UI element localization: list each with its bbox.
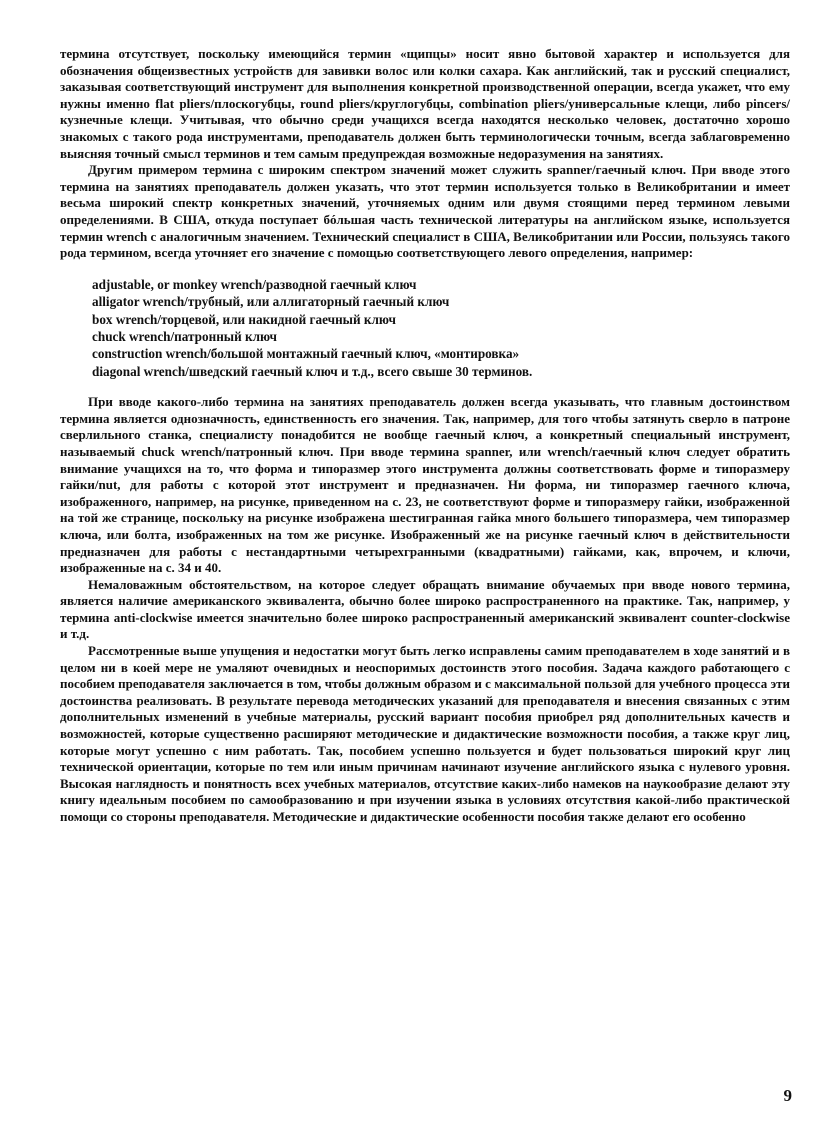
paragraph-3: При вводе какого-либо термина на занятиях преподаватель должен всегда указывать, что главным достоинством термина является однозначность, единственность его значения. Так, например, для того чтобы затянуть сверло в патроне сверлильного станка, специалисту понадобится не вообще гаечный ключ, а конкретный специальный инструмент, называемый chuck wrench/патронный ключ. При вводе термина spanner, или wrench/гаечный ключ следует обратить внимание учащихся на то, что форма и типоразмер этого инструмента должны соответствовать форме и типоразмеру гайки/nut, для работы с которой этот инструмент и предназначен. Ни форма, ни типоразмер гаечного ключа, изображенного, например, на рисунке, приведенном на с. 23, не соответствуют форме и типоразмеру гайки, изображенной на той же странице, поскольку на рисунке изображена шестигранная гайка много большего типоразмера, чем типоразмер ключа, или болта, изображенных на том же рисунке. Изображенный же на рисунке гаечный ключ в действительности предназначен для работы с нестандартными четырехгранными (квадратными) гайками, как, впрочем, и ключи, изображенные на с. 34 и 40. xyxy=(60,394,790,576)
list-item: diagonal wrench/шведский гаечный ключ и т.д., всего свыше 30 терминов. xyxy=(92,363,533,379)
paragraph-5: Рассмотренные выше упущения и недостатки могут быть легко исправлены самим преподавателем в ходе занятий и в целом ни в коей мере не умаляют очевидных и неоспоримых достоинств этого пособия. Задача каждого работающего с пособием преподавателя заключается в том, чтобы должным образом и с максимальной пользой для учебного процесса эти достоинства реализовать. В результате перевода методических указаний для преподавателя и внесения связанных с этим дополнительных изменений в учебные материалы, русский вариант пособия приобрел ряд дополнительных качеств и возможностей, которые существенно расширяют методические и дидактические возможности пособия, а также круг лиц, которые могут успешно с ним работать. Так, пособием успешно пользуется и будет пользоваться широкий круг лиц технической ориентации, которые по тем или иным причинам начинают изучение английского языка с нулевого уровня. Высокая наглядность и понятность всех учебных материалов, отсутствие каких-либо намеков на наукообразие делают эту книгу идеальным пособием по самообразованию и при изучении языка в условиях отсутствия какой-либо практической помощи со стороны преподавателя. Методические и дидактические особенности пособия также делают его особенно xyxy=(60,643,790,824)
page-number: 9 xyxy=(783,1086,792,1105)
paragraph-1: термина отсутствует, поскольку имеющийся термин «щипцы» носит явно бытовой характер и используется для обозначения общеизвестных устройств для завивки волос или колки сахара. Как английский, так и русский специалист, заказывая соответствующий инструмент для выполнения конкретной производственной операции, всегда укажет, что ему нужны именно flat pliers/плоскогубцы, round pliers/круглогубцы, combination pliers/универсальные клещи, либо pincers/кузнечные клещи. Учитывая, что обычно среди учащихся всегда находятся несколько человек, достаточно хорошо знакомых с такого рода инструментами, преподаватель должен быть терминологически точным, всегда заблаговременно выясняя точный смысл терминов и тем самым предупреждая возможные недоразумения на занятиях. xyxy=(60,46,790,161)
list-item: construction wrench/большой монтажный гаечный ключ, «монтировка» xyxy=(92,346,520,362)
paragraph-2: Другим примером термина с широким спектром значений может служить spanner/гаечный ключ. При вводе этого термина на занятиях преподаватель должен указать, что этот термин используется только в Великобритании и имеет весьма широкий спектр конкретных значений, уточняемых одним или двумя стоящими перед термином левыми определениями. В США, откуда поступает бóльшая часть технической литературы на английском языке, используется термин wrench с аналогичным значением. Технический специалист в США, Великобритании или России, пользуясь такого рода термином, всегда уточняет его значение с помощью соответствующего левого определения, например: xyxy=(60,162,790,261)
list-item: alligator wrench/трубный, или аллигаторный гаечный ключ xyxy=(92,294,450,310)
page-body xyxy=(60,46,790,826)
list-item: chuck wrench/патронный ключ xyxy=(92,328,277,344)
paragraph-4: Немаловажным обстоятельством, на которое следует обращать внимание обучаемых при вводе нового термина, является наличие американского эквивалента, обычно более широко распространенного на практике. Так, например, у термина anti-clockwise имеется значительно более широко распространенный американский эквивалент counter-clockwise и т.д. xyxy=(60,576,790,642)
list-item: adjustable, or monkey wrench/разводной гаечный ключ xyxy=(92,276,417,292)
wrench-term-list xyxy=(92,276,790,380)
list-item: box wrench/торцевой, или накидной гаечный ключ xyxy=(92,311,396,327)
